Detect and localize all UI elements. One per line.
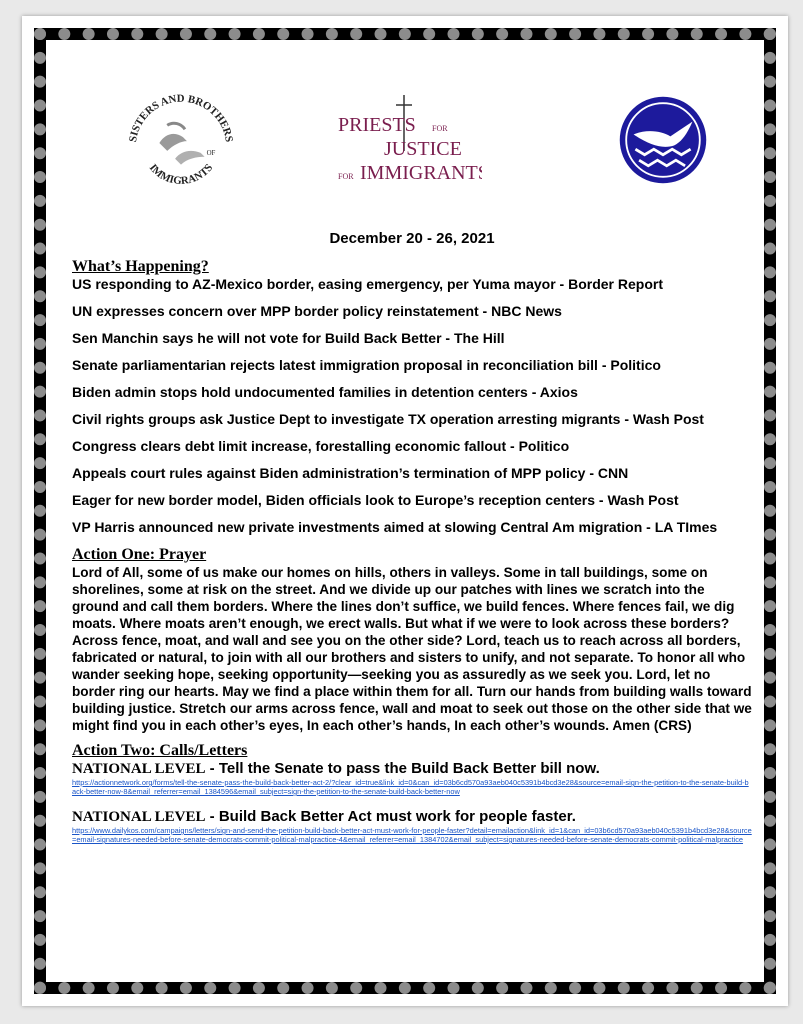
petition-link[interactable]: https://www.dailykos.com/campaigns/letters/sign-and-send-the-petition-build-back-better-act-must-work-for-people-faster?detail=emailaction&link_id=1&can_id=03b6cd570a93aeb040c5391b4bcd3e28&source=email-signatures-needed-before-senate-democrats-commit-political-malpractice-4&email_referrer=email_1384702&email_subject=signatures-needed-before-senate-democrats-commit-political-malpractice [72,826,752,844]
news-item: Senate parliamentarian rejects latest immigration proposal in reconciliation bill - Politico [72,357,661,373]
news-item: Biden admin stops hold undocumented families in detention centers - Axios [72,384,578,400]
action-two-heading: Action Two: Calls/Letters [72,742,248,759]
logo-row [72,76,752,226]
svg-text:SISTERS AND BROTHERS: SISTERS AND BROTHERS [127,92,235,143]
svg-text:OF: OF [206,149,216,157]
action-description: - Build Back Better Act must work for people faster. [205,808,576,825]
news-item: Sen Manchin says he will not vote for Build Back Better - The Hill [72,330,505,346]
level-label: NATIONAL LEVEL [72,809,206,825]
sisters-brothers-logo [122,86,240,204]
news-list [72,276,752,536]
action-item-title [72,808,752,826]
news-item: UN expresses concern over MPP border policy reinstatement - NBC News [72,303,562,319]
date-range: December 20 - 26, 2021 [329,230,495,247]
action-item-title [72,760,752,778]
svg-text:FOR: FOR [432,124,448,133]
news-item: US responding to AZ-Mexico border, easing emergency, per Yuma mayor - Border Report [72,276,663,292]
svg-text:JUSTICE: JUSTICE [384,138,462,160]
svg-text:IMMIGRANTS: IMMIGRANTS [146,161,216,188]
action-description: - Tell the Senate to pass the Build Back Better bill now. [205,760,600,777]
news-item: VP Harris announced new private investments aimed at slowing Central Am migration - LA TImes [72,519,718,535]
news-item: Congress clears debt limit increase, forestalling economic fallout - Politico [72,438,570,454]
news-item: Eager for new border model, Biden officials look to Europe’s reception centers - Wash Post [72,492,679,508]
news-item: Civil rights groups ask Justice Dept to investigate TX operation arresting migrants - Wash Post [72,411,704,427]
svg-text:PRIESTS: PRIESTS [338,114,416,136]
document-page [22,16,788,1006]
document-content [72,76,752,856]
svg-text:IMMIGRANTS: IMMIGRANTS [360,162,482,184]
action-one-heading: Action One: Prayer [72,546,207,563]
priests-justice-logo [332,91,482,201]
news-item: Appeals court rules against Biden administration’s termination of MPP policy - CNN [72,465,629,481]
whats-happening-heading: What’s Happening? [72,258,209,275]
svg-text:FOR: FOR [338,172,354,181]
dove-circle-logo [617,94,709,186]
prayer-text: Lord of All, some of us make our homes on hills, others in valleys. Some in tall buildings, some on shorelines, some at risk on the street. And we divide up our patches with lines we scratch into the ground and call them borders. Where the lines don’t suffice, we build fences. Where fences fail, we dig moats. Where moats aren’t enough, we erect walls. But what if we were to look across these borders? Across fence, moat, and wall and see you on the other side? Lord, teach us to reach across all borders, fabricated or natural, to join with all our brothers and sisters to unify, and not separate. To honor all who wander seeking hope, seeking opportunity—seeking you as assuredly as we seek you. Lord, let no border ring our hearts. May we find a place within them for all. Turn our hands from building walls toward building justice. Stretch our arms across fence, wall and moat to seek out those on the other side that we might find you in each other’s eyes, In each other’s hands, In each other’s wounds. Amen (CRS) [72,565,752,733]
level-label: NATIONAL LEVEL [72,761,206,777]
petition-link[interactable]: https://actionnetwork.org/forms/tell-the-senate-pass-the-build-back-better-act-2/?clear_id=true&link_id=0&can_id=03b6cd570a93aeb040c5391b4bcd3e28&source=email-sign-the-petition-to-the-senate-build-back-better-now-8&email_referrer=email_1384596&email_subject=sign-the-petition-to-the-senate-build-back-better-now [72,778,749,796]
